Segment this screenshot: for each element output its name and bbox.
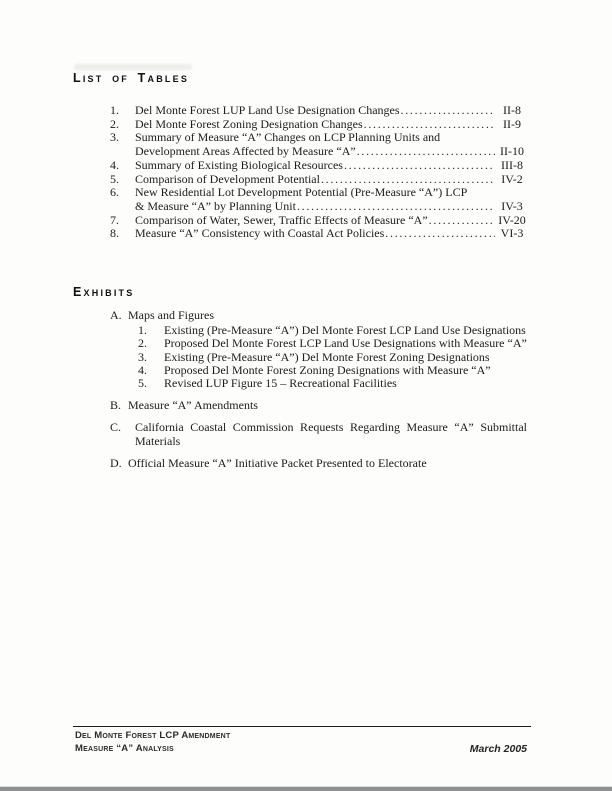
entry-page-number: IV-2 [501, 171, 523, 186]
entry-page-number: II-9 [503, 116, 521, 131]
entry-page-number: IV-20 [498, 212, 526, 227]
entry-line [135, 200, 527, 214]
exhibit-subitem-number: 1. [138, 323, 147, 338]
dot-leader [429, 214, 495, 228]
dot-leader [364, 118, 495, 132]
entry-body [135, 214, 527, 228]
entry-text: Del Monte Forest LUP Land Use Designation Changes [135, 103, 400, 117]
entry-text: Measure “A” Consistency with Coastal Act Policies [135, 226, 385, 241]
exhibit-subitem-number: 5. [138, 376, 147, 391]
entry-text: Comparison of Development Potential [135, 171, 320, 186]
exhibit-item [110, 399, 590, 412]
entry-number: 1. [110, 103, 119, 117]
footer-doc-title-line2: Measure “A” Analysis [75, 743, 174, 754]
entry-text: Comparison of Water, Sewer, Traffic Effects of Measure “A” [135, 212, 428, 227]
exhibit-sublist [128, 324, 590, 390]
entry-body [135, 173, 527, 187]
exhibit-subitem-text: Proposed Del Monte Forest Zoning Designations with Measure “A” [164, 362, 491, 377]
exhibit-subitem [128, 377, 590, 390]
table-entry [110, 214, 527, 228]
entry-line [135, 173, 527, 187]
dot-leader [401, 104, 495, 118]
exhibit-subitem-text: Existing (Pre-Measure “A”) Del Monte Forest LCP Land Use Designations [164, 323, 526, 338]
exhibit-label: C. [110, 420, 122, 435]
entry-page-number: IV-3 [501, 198, 523, 213]
entry-line [135, 118, 527, 132]
dot-leader [321, 173, 495, 187]
exhibit-subitem [128, 351, 590, 364]
exhibit-subitem-text: Revised LUP Figure 15 – Recreational Facilities [164, 376, 397, 391]
exhibit-label: A. [110, 308, 122, 322]
entry-page-number: II-8 [503, 103, 521, 117]
exhibit-text: Official Measure “A” Initiative Packet Presented to Electorate [128, 455, 427, 470]
entry-number: 8. [110, 226, 119, 241]
table-entry [110, 118, 527, 132]
entry-line [135, 145, 527, 159]
entry-line [135, 104, 527, 118]
dot-leader [344, 159, 495, 173]
entry-number: 4. [110, 157, 119, 172]
entry-number: 7. [110, 212, 119, 227]
table-entry [110, 104, 527, 118]
entry-number: 6. [110, 185, 119, 200]
entry-number: 3. [110, 130, 119, 145]
entry-body [135, 159, 527, 173]
entry-body [135, 118, 527, 132]
entry-text: Development Areas Affected by Measure “A” [135, 144, 356, 159]
exhibits-list [110, 309, 590, 470]
exhibit-content [128, 309, 590, 390]
exhibit-item [110, 309, 590, 390]
exhibit-subitem-text: Proposed Del Monte Forest LCP Land Use Designations with Measure “A” [164, 336, 527, 351]
dot-leader [385, 227, 495, 241]
exhibit-content [128, 457, 590, 470]
table-entry [110, 173, 527, 187]
entry-page-number: VI-3 [500, 226, 524, 241]
footer-rule [73, 726, 531, 727]
dot-leader [357, 145, 495, 159]
footer-doc-title-line1: Del Monte Forest LCP Amendment [75, 730, 231, 741]
entry-number: 5. [110, 171, 119, 186]
exhibits-heading: Exhibits [73, 285, 135, 299]
entry-text: Summary of Existing Biological Resources [135, 157, 343, 172]
exhibit-item [110, 457, 590, 470]
table-entry [110, 131, 527, 158]
entry-line [135, 227, 527, 241]
exhibit-subitem-number: 4. [138, 362, 147, 377]
list-of-tables-heading: List of Tables [73, 71, 190, 85]
entry-body [135, 104, 527, 118]
exhibit-content [135, 421, 590, 447]
scan-edge-strip-artifact [0, 787, 612, 791]
dot-leader [297, 200, 495, 214]
exhibit-subitem [128, 337, 590, 350]
table-entry [110, 186, 527, 213]
exhibit-subitem-number: 2. [138, 336, 147, 351]
entry-page-number: II-10 [500, 144, 524, 159]
entry-line: New Residential Lot Development Potential (Pre-Measure “A”) LCP [135, 185, 468, 200]
exhibit-text: Maps and Figures [128, 308, 214, 322]
entry-number: 2. [110, 116, 119, 131]
entry-text: Del Monte Forest Zoning Designation Changes [135, 116, 363, 131]
entry-page-number: III-8 [501, 157, 523, 172]
table-entry [110, 227, 527, 241]
exhibit-label: B. [110, 398, 122, 413]
scan-smudge-artifact [74, 64, 192, 70]
exhibit-text-line: California Coastal Commission Requests Regarding Measure “A” Submittal [135, 420, 527, 435]
footer-date: March 2005 [469, 743, 527, 755]
entry-body [135, 227, 527, 241]
entry-text: & Measure “A” by Planning Unit [135, 198, 296, 213]
table-entry [110, 159, 527, 173]
entry-line: Summary of Measure “A” Changes on LCP Planning Units and [135, 130, 441, 145]
table-list [110, 104, 527, 241]
exhibit-subitem-text: Existing (Pre-Measure “A”) Del Monte Forest Zoning Designations [164, 349, 490, 364]
exhibit-label: D. [110, 455, 122, 470]
exhibit-text-line: Materials [135, 433, 181, 448]
exhibit-content [128, 399, 590, 412]
entry-body [135, 186, 527, 213]
entry-line [135, 214, 527, 228]
exhibit-text: Measure “A” Amendments [128, 398, 258, 413]
entry-line [135, 159, 527, 173]
exhibit-item [110, 421, 590, 447]
exhibit-subitem-number: 3. [138, 349, 147, 364]
entry-body [135, 131, 527, 158]
